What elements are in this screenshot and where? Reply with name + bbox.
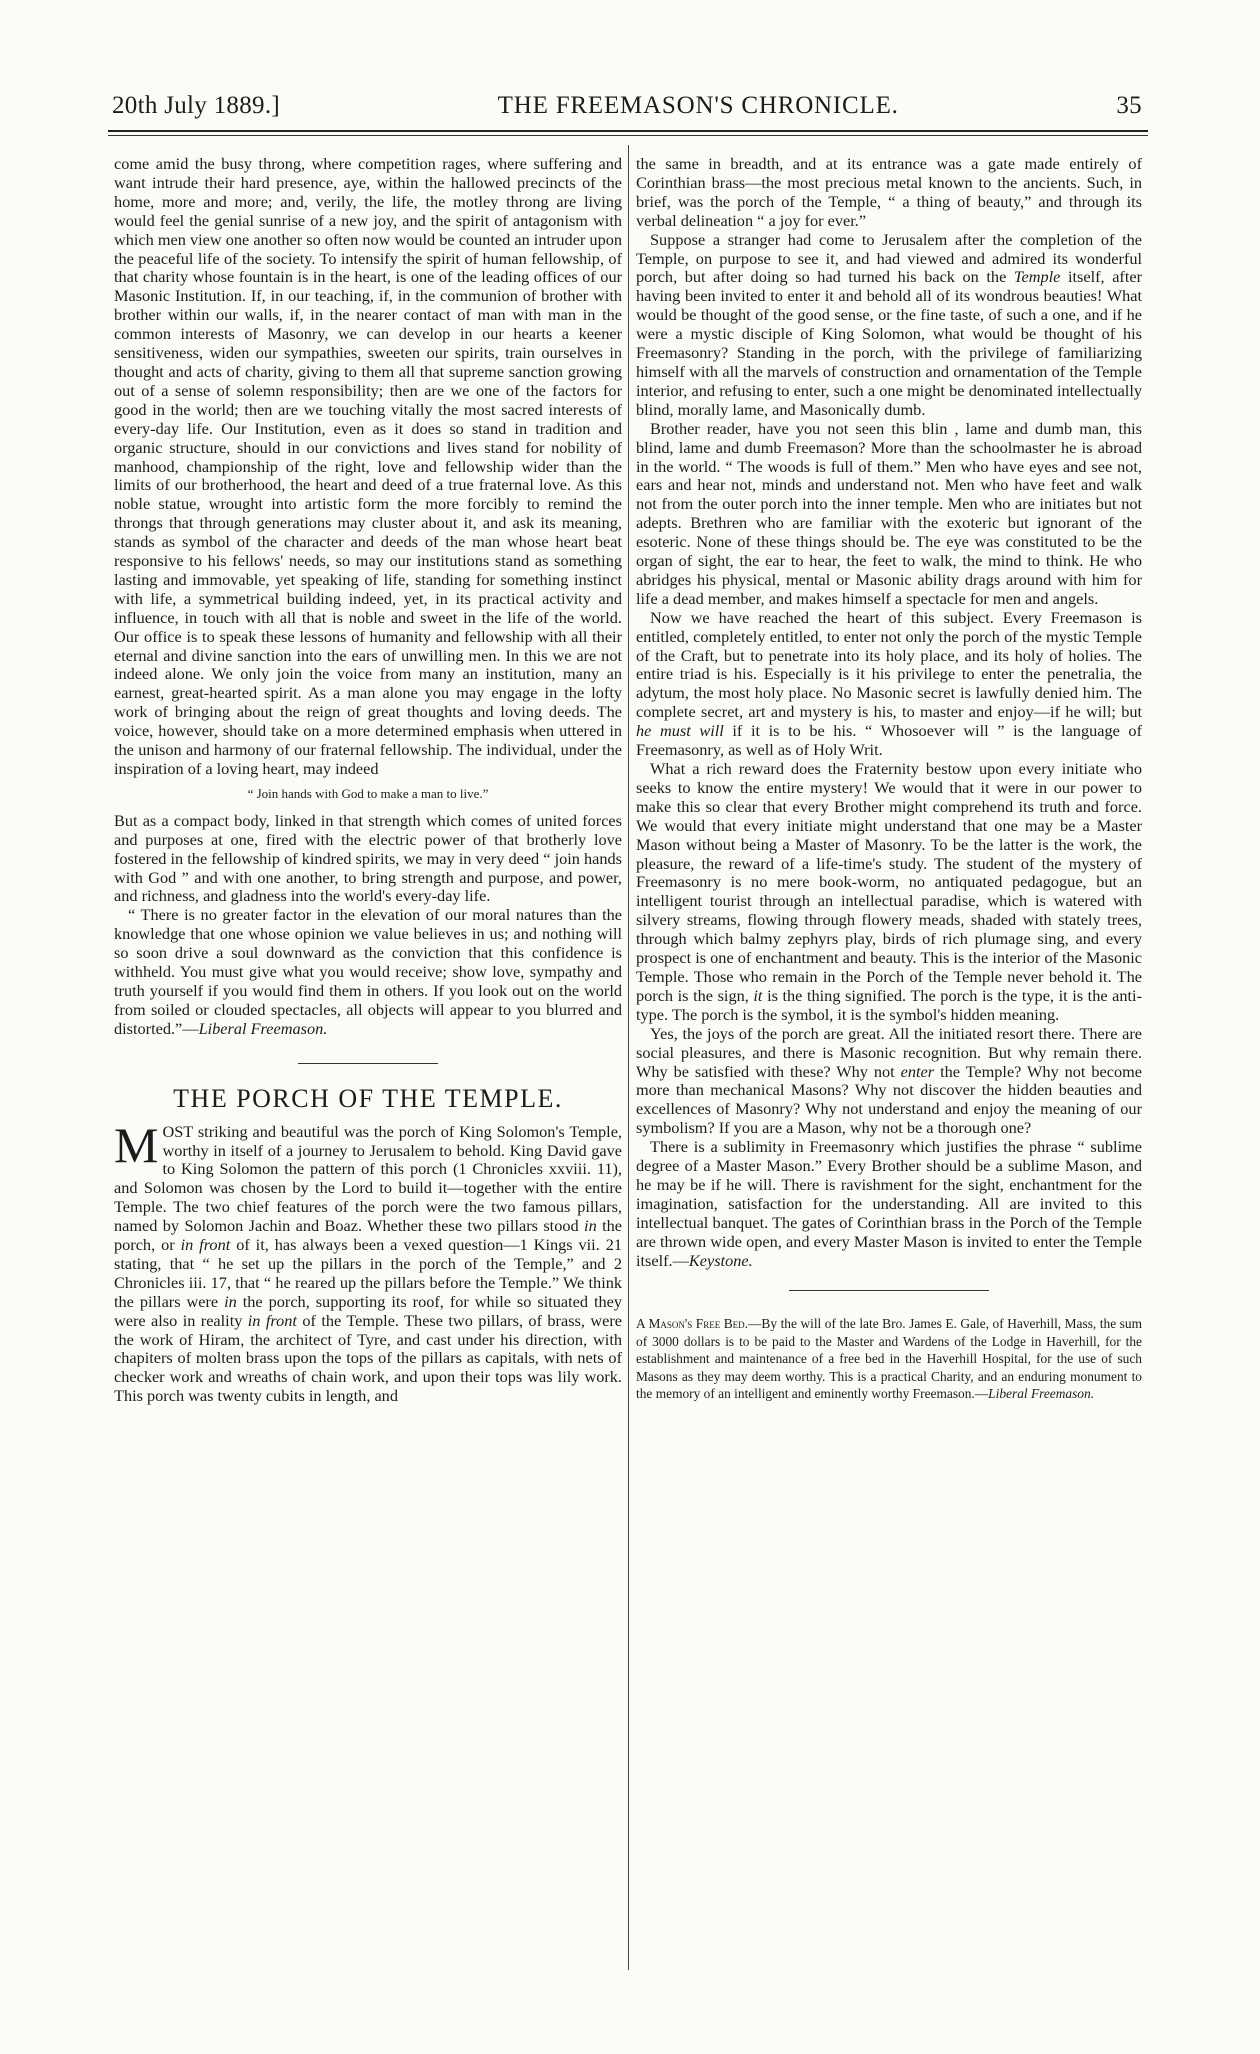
article-paragraph-quote: “ There is no greater factor in the elevation of our moral natures than the knowledge that one whose opinion we value believes in us; and nothing will so soon drive a soul downward as the conviction that this confidence is withheld. You must give what you would receive; show love, sympathy and truth yourself if you would find them in others. If you look out on the world from soiled or clouded spectacles, all objects will appear to you blurred and distorted.”—Liberal Freemason. xyxy=(114,905,622,1038)
section-separator xyxy=(298,1063,438,1064)
porch-paragraph: What a rich reward does the Fraternity bestow upon every initiate who seeks to know the entire mystery! We would that it were in our power to make this so clear that every Brother might comprehend its truth and force. We would that every initiate might understand that one may be a Master Mason without being a Master of Masonry. To be the latter is the work, the pleasure, the reward of a life-time's study. The student of the mystery of Freemasonry is no mere book-worm, no antiquated pedagogue, but an intelligent tourist through an intellectual paradise, which is watered with silvery streams, flowing through flowery meads, shaded with stately trees, through which balmy zephyrs play, birds of rich plumage sing, and every prospect is one of enchantment and beauty. This is the interior of the Masonic Temple. Those who remain in the Porch of the Temple never behold it. The porch is the sign, it is the thing signified. The porch is the type, it is the anti-type. The porch is the symbol, it is the symbol's hidden meaning. xyxy=(636,759,1142,1024)
porch-continuation-paragraph: the same in breadth, and at its entrance was a gate made entirely of Corinthian brass—the most precious metal known to the ancients. Such, in brief, was the porch of the Temple, “ a thing of beauty,” and through its verbal delineation “ a joy for ever.” xyxy=(636,154,1142,230)
source-credit: Liberal Freemason. xyxy=(198,1018,328,1038)
left-column xyxy=(114,155,622,1406)
porch-paragraph: Now we have reached the heart of this subject. Every Freemason is entitled, completely entitled, to enter not only the porch of the mystic Temple of the Craft, but to penetrate into its holy place, and its holy of holies. The entire triad is his. Especially is it his privilege to enter the penetralia, the adytum, the most holy place. No Masonic secret is lawfully denied him. The complete secret, art and mystery is his, to master and enjoy—if he will; but he must will if it is to be his. “ Whosoever will ” is the language of Freemasonry, as well as of Holy Writ. xyxy=(636,607,1142,760)
right-column xyxy=(636,155,1142,1403)
free-bed-notice: A Mason's Free Bed.—By the will of the late Bro. James E. Gale, of Haverhill, Mass, the sum of 3000 dollars is to be paid to the Master and Wardens of the Lodge in Haverhill, for the establishment and maintenance of a free bed in the Haverhill Hospital, for the use of such Masons as they may deem worthy. This is a practical Charity, and an enduring monument to the memory of an intelligent and eminently worthy Freemason.—Liberal Freemason. xyxy=(636,1316,1142,1402)
porch-paragraph: There is a sublimity in Freemasonry which justifies the phrase “ sublime degree of a Master Mason.” Every Brother should be a sublime Mason, and he may be if he will. There is ravishment for the sight, enchantment for the imagination, satisfaction for the understanding. All are invited to this intellectual banquet. The gates of Corinthian brass in the Porch of the Temple are thrown wide open, and every Master Mason is invited to enter the Temple itself.—Keystone. xyxy=(636,1137,1142,1270)
article-continuation-paragraph: come amid the busy throng, where competition rages, where suffering and want intrude their hard presence, aye, within the hallowed precincts of the home, more and more; and, verily, the life, the motley throng are living would feel the genial sunrise of a new joy, and the spirit of antagonism with which men view one another so often now would be counted an intruder upon the peaceful life of the society. To intensify the spirit of human fellowship, of that charity whose fountain is in the heart, is one of the leading offices of our Masonic Institution. If, in our teaching, if, in the communion of brother with brother within our walls, if, in the nearer contact of man with man in the common interests of Masonry, we can develop in our hearts a keener sensitiveness, widen our sympathies, sweeten our spirits, train ourselves in thought and acts of charity, giving to them all that supreme sanction growing out of a sense of solemn responsibility; then are we one of the factors for good in the world; then are we touching vitally the most sacred interests of every-day life. Our Institution, even as it does so stand in tradition and organic structure, should in our convictions and lives stand for nobility of manhood, championship of the right, love and fellowship wider than the limits of our brotherhood, the heart and deed of a true fraternal love. As this noble statue, wrought into artistic form the more forcibly to remind the throngs that through generations may cluster about it, and ask its meaning, stands as symbol of the character and deeds of the man whose heart beat responsive to his fellows' needs, so may our institutions stand as something lasting and immovable, yet speaking of life, standing for something instinct with life, a symmetrical building indeed, yet, in its practical activity and influence, in touch with all that is noble and sweet in the life of the world. Our office is to speak these lessons of humanity and fellowship with all their eternal and divine sanction into the ears of unwilling men. In this we are not indeed alone. We only join the voice from many an institution, many an earnest, great-hearted spirit. As a man alone you may engage in the lofty work of bringing about the reign of great thoughts and loving deeds. The voice, however, should take on a more determined emphasis when uttered in the unison and harmony of our fraternal fellowship. The individual, under the inspiration of a loving heart, may indeed xyxy=(114,154,622,778)
porch-paragraph: Yes, the joys of the porch are great. All the initiated resort there. There are social pleasures, and there is Masonic recognition. But why remain there. Why be satisfied with these? Why not enter the Temple? Why not become more than mechanical Masons? Why not discover the hidden beauties and excellences of Masonry? Why not understand and enjoy the meaning of our symbolism? If you are a Mason, why not be a thorough one? xyxy=(636,1023,1143,1138)
article-heading: THE PORCH OF THE TEMPLE. xyxy=(173,1083,563,1113)
publication-title: THE FREEMASON'S CHRONICLE. xyxy=(497,92,899,119)
source-credit: Liberal Freemason. xyxy=(988,1386,1095,1402)
masthead xyxy=(112,92,1142,126)
notice-separator xyxy=(789,1290,989,1291)
issue-date: 20th July 1889.] xyxy=(112,92,280,119)
porch-paragraph: Suppose a stranger had come to Jerusalem after the completion of the Temple, on purpose to see it, and had viewed and admired its wonderful porch, but after doing so had turned his back on the Temple itself, after having been invited to enter it and behold all of its wondrous beauties! What would be thought of the good sense, or the fine taste, of such a one, and if he were a mystic disciple of King Solomon, what would be thought of his Freemasonry? Standing in the porch, with the privilege of familiarizing himself with all the marvels of construction and ornamentation of the Temple interior, and refusing to enter, such a one might be denominated intellectually blind, morally lame, and Masonically dumb. xyxy=(636,229,1143,419)
page-number: 35 xyxy=(1116,92,1142,119)
notice-title: A Mason's Free Bed. xyxy=(636,1316,749,1332)
header-rule xyxy=(108,130,1148,132)
porch-paragraph: MOST striking and beautiful was the porch of King Solomon's Temple, worthy in itself of a journey to Jerusalem to behold. King David gave to King Solomon the pattern of this porch (1 Chronicles xxviii. 11), and Solomon was chosen by the Lord to build it—together with the entire Temple. The two chief features of the porch were the two famous pillars, named by Solomon Jachin and Boaz. Whether these two pillars stood in the porch, or in front of it, has always been a vexed question—1 Kings vii. 21 stating, that “ he set up the pillars in the porch of the Temple,” and 2 Chronicles iii. 17, that “ he reared up the pillars before the Temple.” We think the pillars were in the porch, supporting its roof, for while so situated they were also in reality in front of the Temple. These two pillars, of brass, were the work of Hiram, the architect of Tyre, and cast under his direction, with chapiters of molten brass upon the tops of the pillars as capitals, with nets of checker work and wreaths of chain work, and upon their tops was lily work. This porch was twenty cubits in length, and xyxy=(114,1116,623,1406)
column-divider xyxy=(628,145,629,1970)
porch-paragraph: Brother reader, have you not seen this blin , lame and dumb man, this blind, lame and dumb Freemason? More than the schoolmaster he is abroad in the world. “ The woods is full of them.” Men who have eyes and see not, ears and hear not, minds and understand not. Men who have feet and walk not from the outer porch into the inner temple. Men who are initiates but not adepts. Brethren who are familiar with the exoteric but ignorant of the esoteric. None of these things should be. The eye was constituted to be the organ of sight, the ear to hear, the feet to walk, the mind to think. He who abridges his physical, mental or Masonic ability drags around with him for life a dead member, and makes himself a spectacle for men and angels. xyxy=(636,418,1142,608)
article-paragraph: But as a compact body, linked in that strength which comes of united forces and purposes at one, fired with the electric power of that brotherly love fostered in the fellowship of kindred spirits, we may in very deed “ join hands with God ” and with one another, to bring strength and purpose, and power, and richness, and gladness into the world's every-day life. xyxy=(114,810,622,906)
header-rule-thin xyxy=(108,135,1148,136)
source-credit: Keystone. xyxy=(688,1250,753,1270)
drop-cap: M xyxy=(114,1116,159,1173)
quotation: “ Join hands with God to make a man to live.” xyxy=(247,785,489,801)
